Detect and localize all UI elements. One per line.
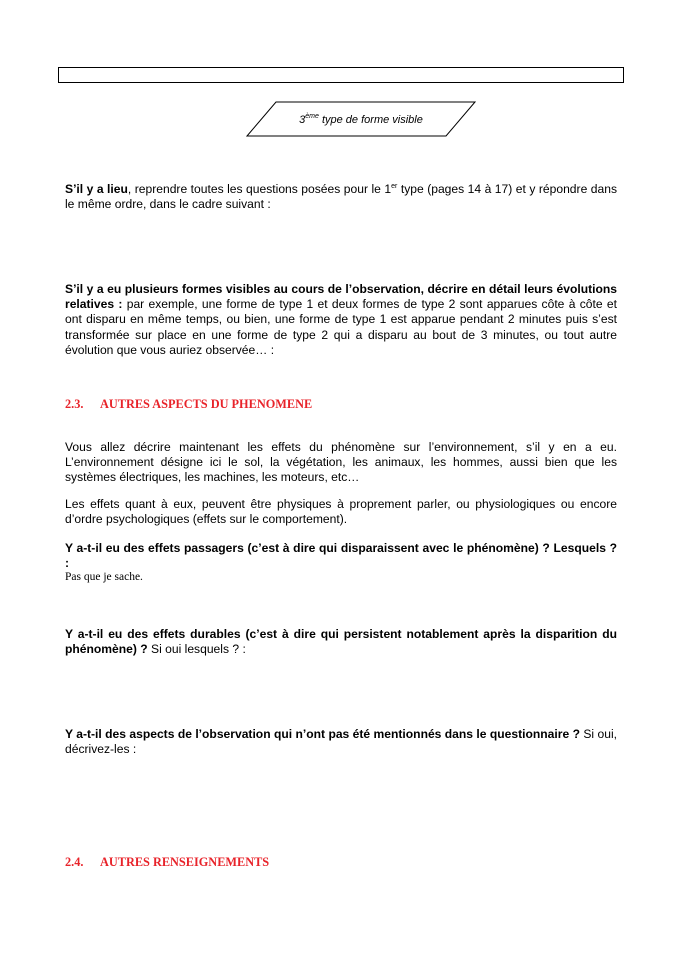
multiple-forms-lead: S’il y a eu plusieurs formes visibles au cours de l’observation, décrire en détail leurs évolutions relatives : <box>65 282 617 312</box>
type-label-sup: ème <box>305 112 319 120</box>
answer-temporary-effects: Pas que je sache. <box>65 571 143 583</box>
question-lasting-suffix: Si oui lesquels ? : <box>147 642 246 657</box>
section-title: AUTRES ASPECTS DU PHENOMENE <box>100 397 313 411</box>
type-label-num: 3 <box>299 113 306 126</box>
section-number: 2.3. <box>65 397 84 411</box>
repeat-sup: er <box>391 183 398 190</box>
section-number: 2.4. <box>65 855 84 869</box>
question-other-text: Y a-t-il des aspects de l’observation qui n’ont pas été mentionnés dans le questionnaire ? <box>65 727 580 741</box>
question-temporary-text: Y a-t-il eu des effets passagers (c’est à dire qui disparaissent avec le phénomène) ? Lesquels ? : <box>65 541 617 571</box>
paragraph-effects-types: Les effets quant à eux, peuvent être physiques à proprement parler, ou physiologiques ou encore d’ordre psychologiques (effets sur le comportement). <box>65 497 617 527</box>
repeat-lead: S’il y a lieu <box>65 182 128 196</box>
section-heading-2-3 <box>65 397 312 412</box>
type-label-text: type de forme visible <box>318 113 423 126</box>
paragraph-repeat-questions <box>65 182 617 212</box>
section-title: AUTRES RENSEIGNEMENTS <box>100 855 270 869</box>
paragraph-multiple-forms <box>65 282 617 358</box>
question-lasting-text: Y a-t-il eu des effets durables (c’est à dire qui persistent notablement après la disparition du phénomène) ? <box>65 627 617 657</box>
question-temporary-effects <box>65 541 617 571</box>
paragraph-environment: Vous allez décrire maintenant les effets du phénomène sur l’environnement, s’il y en a eu. L’environnement désigne ici le sol, la végétation, les animaux, les hommes, aussi bien que les systèmes électriques, les machines, les moteurs, etc… <box>65 440 617 485</box>
type-label <box>246 101 476 137</box>
answer-frame-top <box>58 67 624 83</box>
repeat-text-b: type (pages 14 à 17) et y répondre dans le même ordre, dans le cadre suivant : <box>65 182 618 212</box>
question-lasting-effects <box>65 627 617 657</box>
question-other-aspects <box>65 727 617 757</box>
section-heading-2-4 <box>65 855 269 870</box>
repeat-text-a: , reprendre toutes les questions posées pour le 1 <box>127 182 392 196</box>
multiple-forms-text: par exemple, une forme de type 1 et deux formes de type 2 sont apparues côte à côte et ont disparu en même temps, ou bien, une forme de type 1 est apparue pendant 2 minutes puis s’est transformée sur place en une forme de type 2 qui a disparu au bout de 3 minutes, ou tout autre évolution que vous auriez observée… : <box>65 297 617 357</box>
question-other-suffix: Si oui, décrivez-les : <box>65 727 617 757</box>
